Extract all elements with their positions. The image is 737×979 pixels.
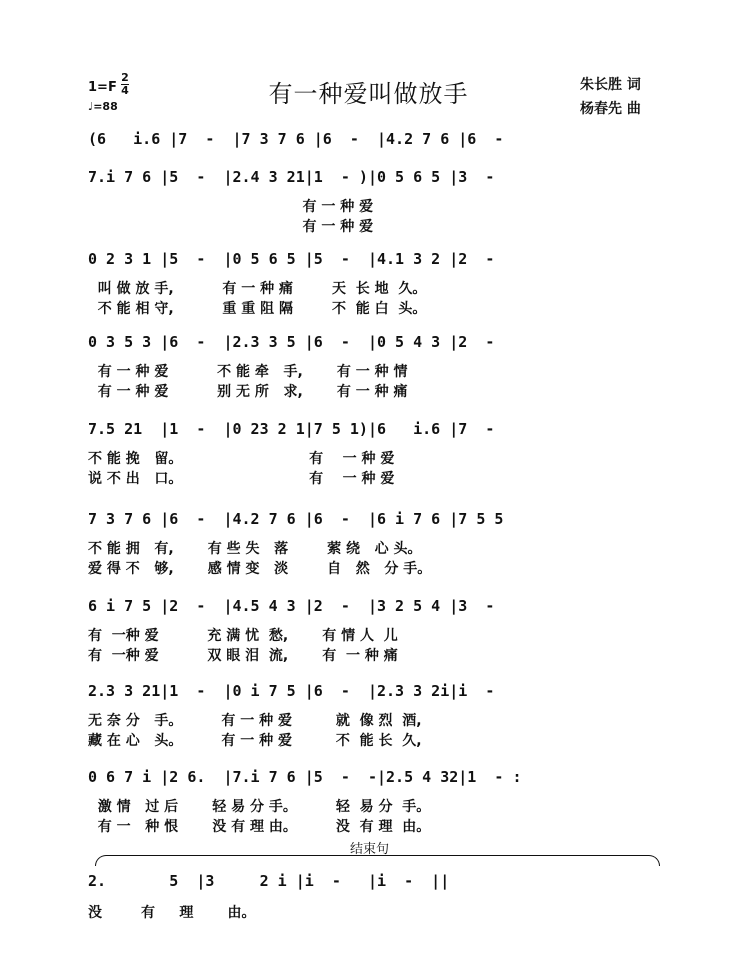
tempo-text: =88 <box>93 100 118 113</box>
composer-credit: 杨春先 曲 <box>580 101 641 117</box>
lyric-verse-1: 不 能 挽 留。 有 一 种 爱 <box>88 451 395 467</box>
notes-line: 0 6 7 i |2 6. |7.i 7 6 |5 - -|2.5 4 32|1 - : <box>88 768 522 786</box>
lyric-verse-2: 有 一 种 爱 别 无 所 求, 有 一 种 痛 <box>88 384 408 400</box>
lyric-verse-1: 激 情 过 后 轻 易 分 手。 轻 易 分 手。 <box>88 799 431 815</box>
lyric-verse-2: 有 一种 爱 双 眼 泪 流, 有 一 种 痛 <box>88 648 398 664</box>
time-bottom: 4 <box>121 84 129 97</box>
lyricist-credit: 朱长胜 词 <box>580 77 641 93</box>
lyric-verse-1: 无 奈 分 手。 有 一 种 爱 就 像 烈 酒, <box>88 713 422 729</box>
ending-lyrics: 没 有 理 由。 <box>88 905 256 921</box>
system-8 <box>88 682 658 752</box>
lyric-verse-2: 爱 得 不 够, 感 情 变 淡 自 然 分 手。 <box>88 561 432 577</box>
notes-line: 7.i 7 6 |5 - |2.4 3 21|1 - )|0 5 6 5 |3 - <box>88 168 495 186</box>
system-4 <box>88 333 658 403</box>
notes-line: (6 i.6 |7 - |7 3 7 6 |6 - |4.2 7 6 |6 - <box>88 130 504 148</box>
system-5 <box>88 420 658 490</box>
ending-notes: 2. 5 |3 2 i |i - |i - || <box>88 872 450 890</box>
system-9 <box>88 768 658 838</box>
lyric-verse-2: 有 一 种 爱 <box>88 219 374 235</box>
notes-line: 2.3 3 21|1 - |0 i 7 5 |6 - |2.3 3 2i|i - <box>88 682 495 700</box>
lyric-verse-1: 有 一种 爱 充 满 忧 愁, 有 情 人 儿 <box>88 628 398 644</box>
system-7 <box>88 597 658 667</box>
song-title: 有一种爱叫做放手 <box>268 80 469 108</box>
key-text: 1=F <box>88 80 117 95</box>
lyric-verse-2: 有 一 种 恨 没 有 理 由。 没 有 理 由。 <box>88 819 431 835</box>
lyric-verse-2: 藏 在 心 头。 有 一 种 爱 不 能 长 久, <box>88 733 422 749</box>
notes-line: 7.5 21 |1 - |0 23 2 1|7 5 1)|6 i.6 |7 - <box>88 420 495 438</box>
time-top: 2 <box>121 71 129 84</box>
ending-label: 结束句 <box>350 842 390 857</box>
lyric-verse-1: 不 能 拥 有, 有 些 失 落 萦 绕 心 头。 <box>88 541 422 557</box>
lyric-verse-1: 有 一 种 爱 不 能 牵 手, 有 一 种 情 <box>88 364 408 380</box>
quarter-note-icon: ♩ <box>88 100 94 113</box>
system-3 <box>88 250 658 320</box>
lyric-verse-1: 叫 做 放 手, 有 一 种 痛 天 长 地 久。 <box>88 281 427 297</box>
notes-line: 0 3 5 3 |6 - |2.3 3 5 |6 - |0 5 4 3 |2 - <box>88 333 495 351</box>
system-1 <box>88 130 658 160</box>
notes-line: 6 i 7 5 |2 - |4.5 4 3 |2 - |3 2 5 4 |3 - <box>88 597 495 615</box>
lyric-verse-1: 有 一 种 爱 <box>88 199 374 215</box>
lyric-verse-2: 说 不 出 口。 有 一 种 爱 <box>88 471 395 487</box>
ending-system <box>88 872 658 922</box>
notes-line: 7 3 7 6 |6 - |4.2 7 6 |6 - |6 i 7 6 |7 5 5 <box>88 510 504 528</box>
lyric-verse-2: 不 能 相 守, 重 重 阻 隔 不 能 白 头。 <box>88 301 427 317</box>
notes-line: 0 2 3 1 |5 - |0 5 6 5 |5 - |4.1 3 2 |2 - <box>88 250 495 268</box>
ending-bracket <box>95 855 660 866</box>
system-2 <box>88 168 658 238</box>
system-6 <box>88 510 658 580</box>
